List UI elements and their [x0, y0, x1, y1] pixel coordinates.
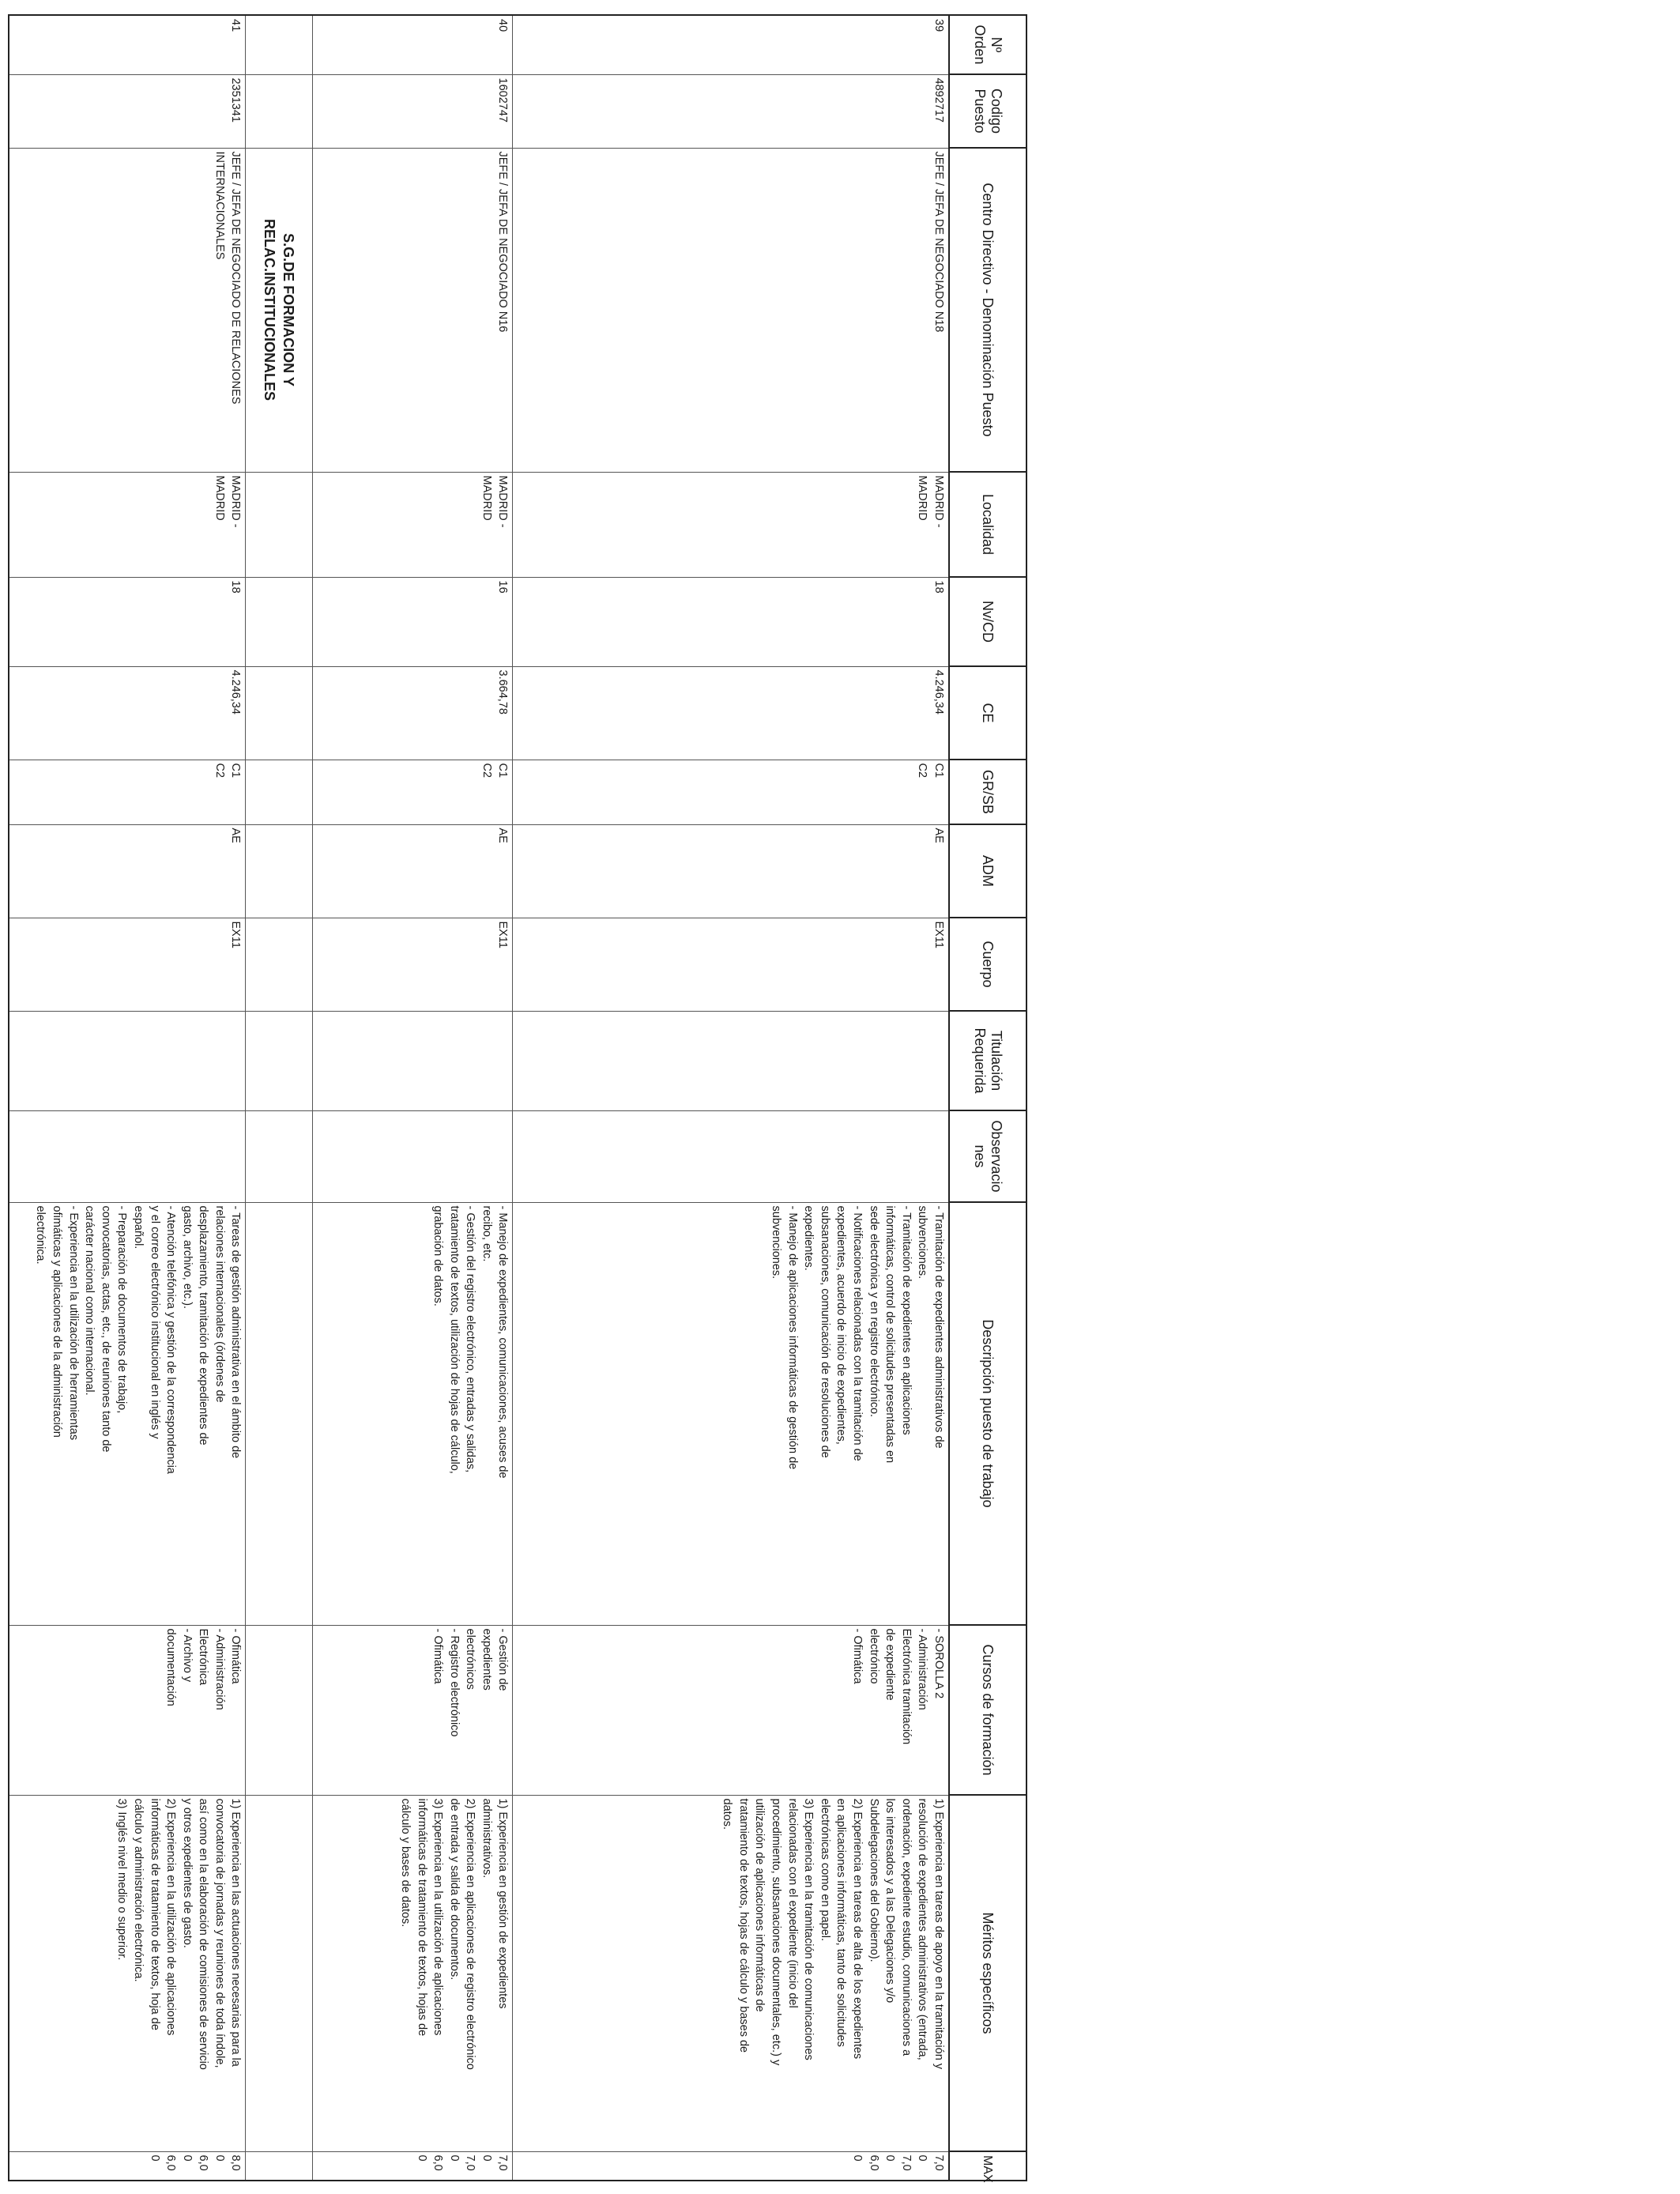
cell-titulacion — [513, 1011, 949, 1110]
cell-empty — [246, 577, 313, 666]
cell-localidad: MADRID - MADRID — [313, 472, 513, 577]
cell-cursos: - Ofimática - Administración Electrónica - Archivo y documentación — [9, 1625, 246, 1795]
header-nvcd: Nv/CD — [949, 577, 1026, 666]
cell-nvcd: 18 — [9, 577, 246, 666]
job-positions-table — [8, 14, 1027, 2181]
cell-empty — [246, 74, 313, 148]
cell-localidad: MADRID - MADRID — [513, 472, 949, 577]
table-row — [313, 15, 513, 2181]
cell-centro: JEFE / JEFA DE NEGOCIADO DE RELACIONES INTERNACIONALES — [9, 148, 246, 472]
cell-max: 8,00 6,00 6,00 — [9, 2151, 246, 2181]
cell-descripcion: - Manejo de expedientes, comunicaciones, acuses de recibo, etc. - Gestión del registro electrónico, entradas y salidas, tratamiento de textos, utilización de hojas de cálculo, grabación de datos. — [313, 1202, 513, 1625]
cell-grsb: C1 C2 — [9, 760, 246, 824]
cell-max: 7,00 7,00 6,00 — [313, 2151, 513, 2181]
table-row — [9, 15, 246, 2181]
cell-meritos: 1) Experiencia en las actuaciones necesarias para la convocatoria de jornadas y reuniones de toda índole, así como en la elaboración de comisiones de servicio y otros expedientes de gasto. 2) Experiencia en la utilización de aplicaciones informáticas de tratamiento de textos, hoja de cálculo y administración electrónica. 3) Inglés nivel medio o superior. — [9, 1795, 246, 2151]
header-adm: ADM — [949, 824, 1026, 918]
cell-adm: AE — [9, 824, 246, 918]
cell-codigo: 2351341 — [9, 74, 246, 148]
header-cuerpo: Cuerpo — [949, 918, 1026, 1011]
cell-cursos: - SOROLLA 2 - Administración Electrónica tramitación de expediente electrónico - Ofimática — [513, 1625, 949, 1795]
section-title: S.G.DE FORMACION Y RELAC.INSTITUCIONALES — [246, 148, 313, 472]
cell-ce: 4.246,34 — [9, 666, 246, 760]
cell-cuerpo: EX11 — [9, 918, 246, 1011]
cell-meritos: 1) Experiencia en tareas de apoyo en la tramitación y resolución de expedientes administrativos (entrada, ordenación, expediente estudio, comunicaciones a los interesados y a las Delegaciones y/o Subdelegaciones del Gobierno). 2) Experiencia en tareas de alta de los expedientes en aplicaciones informáticas, tanto de solicitudes electrónicas como en papel. 3) Experiencia en la tramitación de comunicaciones relacionadas con el expediente (inicio del procedimiento, subsanaciones documentales, etc.) y utilización de aplicaciones informáticas de tratamiento de textos, hojas de cálculo y bases de datos. — [513, 1795, 949, 2151]
header-codigo: Codigo Puesto — [949, 74, 1026, 148]
header-titulacion: Titulación Requerida — [949, 1011, 1026, 1110]
cell-grsb: C1 C2 — [313, 760, 513, 824]
cell-ce: 3.664,78 — [313, 666, 513, 760]
header-meritos: Méritos específicos — [949, 1795, 1026, 2151]
cell-empty — [246, 824, 313, 918]
cell-nvcd: 18 — [513, 577, 949, 666]
header-observaciones: Observacio nes — [949, 1110, 1026, 1202]
header-ce: CE — [949, 666, 1026, 760]
cell-empty — [246, 472, 313, 577]
cell-observaciones — [9, 1110, 246, 1202]
cell-empty — [246, 2151, 313, 2181]
cell-descripcion: - Tramitación de expedientes administrativos de subvenciones. - Tramitación de expedientes en aplicaciones informáticas, control de solicitudes presentadas en sede electrónica y en registro electrónico. - Notificaciones relacionadas con la tramitación de expedientes, acuerdo de inicio de expedientes, subsanaciones, comunicación de resoluciones de expedientes. - Manejo de aplicaciones informáticas de gestión de subvenciones. — [513, 1202, 949, 1625]
rotated-page — [14, 14, 1027, 2183]
cell-empty — [246, 15, 313, 74]
header-row — [949, 15, 1026, 2181]
header-max: MAX — [949, 2151, 1026, 2181]
cell-orden: 39 — [513, 15, 949, 74]
header-cursos: Cursos de formación — [949, 1625, 1026, 1795]
cell-centro: JEFE / JEFA DE NEGOCIADO N16 — [313, 148, 513, 472]
cell-empty — [246, 1011, 313, 1110]
cell-cuerpo: EX11 — [513, 918, 949, 1011]
cell-empty — [246, 1795, 313, 2151]
cell-empty — [246, 760, 313, 824]
cell-cuerpo: EX11 — [313, 918, 513, 1011]
cell-empty — [246, 666, 313, 760]
cell-observaciones — [313, 1110, 513, 1202]
cell-codigo: 4892717 — [513, 74, 949, 148]
cell-orden: 41 — [9, 15, 246, 74]
cell-empty — [246, 1625, 313, 1795]
cell-empty — [246, 918, 313, 1011]
cell-max: 7,00 7,00 6,00 — [513, 2151, 949, 2181]
header-grsb: GR/SB — [949, 760, 1026, 824]
cell-empty — [246, 1110, 313, 1202]
table-row — [513, 15, 949, 2181]
cell-titulacion — [9, 1011, 246, 1110]
cell-empty — [246, 1202, 313, 1625]
cell-cursos: - Gestión de expedientes electrónicos - Registro electrónico - Ofimática — [313, 1625, 513, 1795]
header-localidad: Localidad — [949, 472, 1026, 577]
cell-meritos: 1) Experiencia en gestión de expedientes administrativos. 2) Experiencia en aplicaciones de registro electrónico de entrada y salida de documentos. 3) Experiencia en la utilización de aplicaciones informáticas de tratamiento de textos, hojas de cálculo y bases de datos. — [313, 1795, 513, 2151]
cell-adm: AE — [513, 824, 949, 918]
cell-grsb: C1 C2 — [513, 760, 949, 824]
section-row — [246, 15, 313, 2181]
cell-orden: 40 — [313, 15, 513, 74]
header-centro: Centro Directivo - Denominación Puesto — [949, 148, 1026, 472]
cell-codigo: 1602747 — [313, 74, 513, 148]
cell-nvcd: 16 — [313, 577, 513, 666]
cell-observaciones — [513, 1110, 949, 1202]
cell-titulacion — [313, 1011, 513, 1110]
cell-centro: JEFE / JEFA DE NEGOCIADO N18 — [513, 148, 949, 472]
header-orden: Nº Orden — [949, 15, 1026, 74]
cell-descripcion: - Tareas de gestión administrativa en el ámbito de relaciones internacionales (órdenes de desplazamiento, tramitación de expedientes de gasto, archivo, etc.). - Atención telefónica y gestión de la correspondencia y el correo electrónico institucional en inglés y español. - Preparación de documentos de trabajo, convocatorias, actas, etc., de reuniones tanto de carácter nacional como internacional. - Experiencia en la utilización de herramientas ofimáticas y aplicaciones de la administración electrónica. — [9, 1202, 246, 1625]
cell-adm: AE — [313, 824, 513, 918]
cell-localidad: MADRID - MADRID — [9, 472, 246, 577]
cell-ce: 4.246,34 — [513, 666, 949, 760]
header-descripcion: Descripción puesto de trabajo — [949, 1202, 1026, 1625]
